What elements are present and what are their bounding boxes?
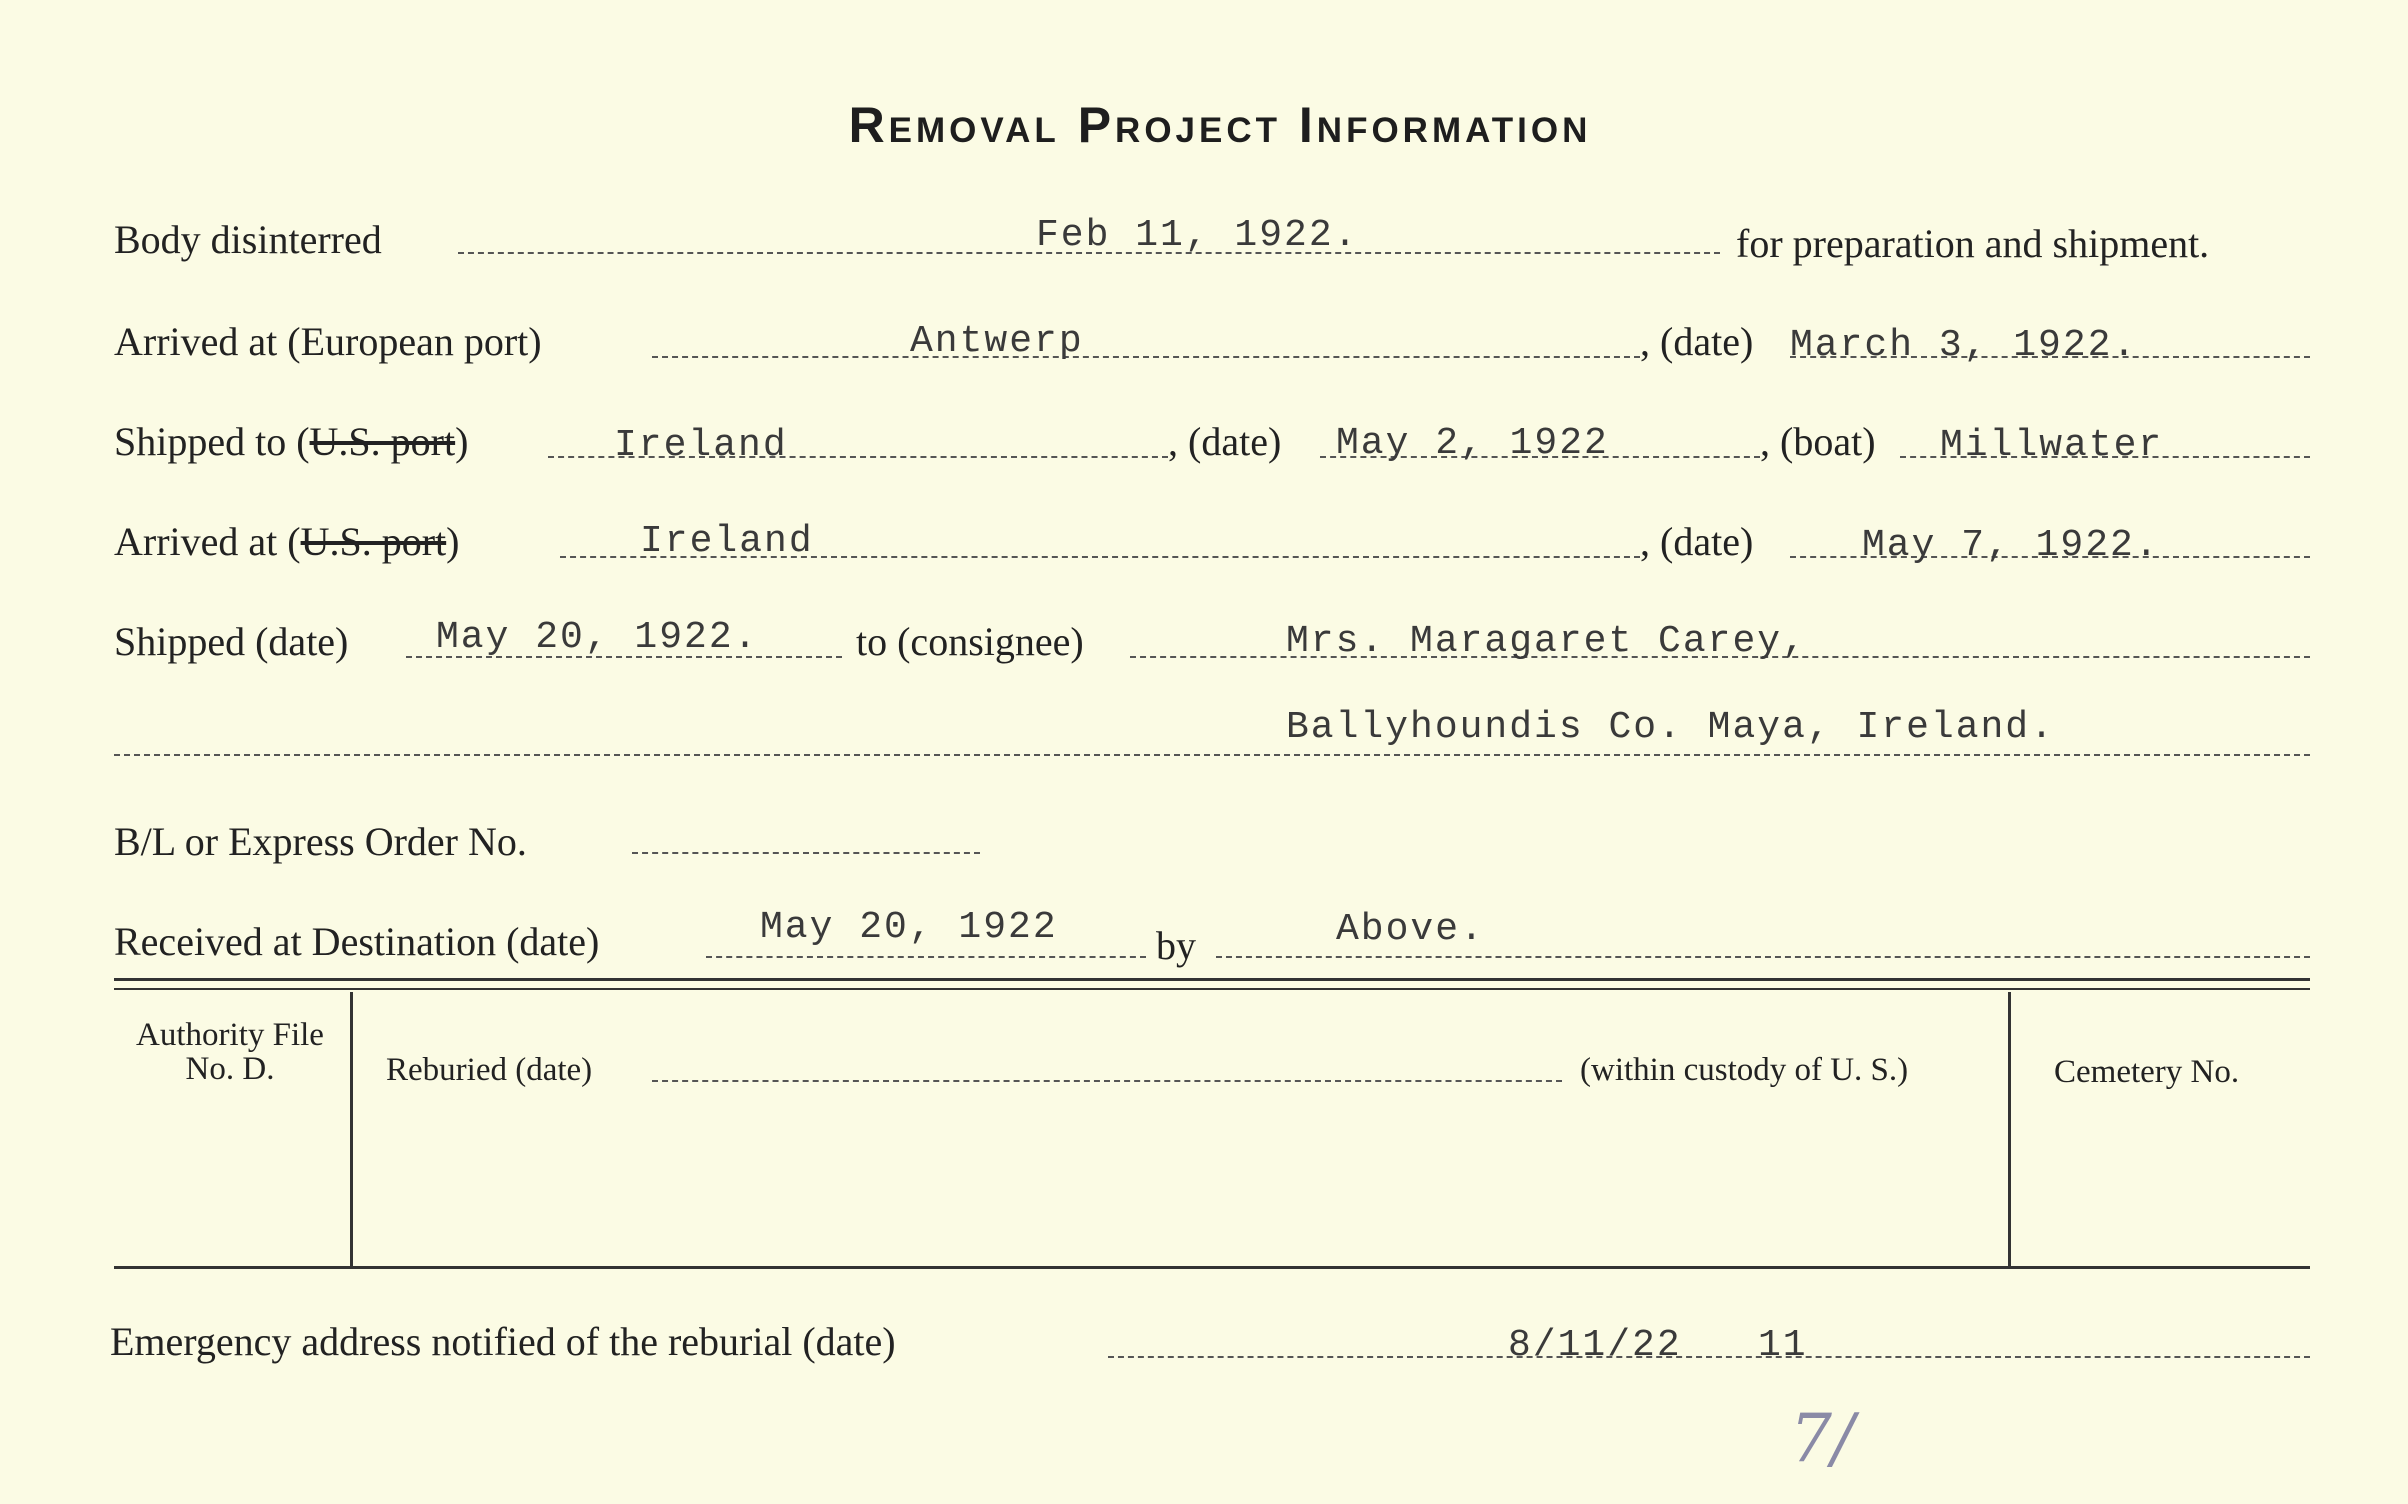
shipped-date-row-label: Shipped (date) xyxy=(114,619,349,664)
boat-value: Millwater xyxy=(1940,424,2164,467)
by-value: Above. xyxy=(1336,908,1485,951)
preparation-shipment-label: for preparation and shipment. xyxy=(1736,221,2210,266)
emergency-date-value: 8/11/22 xyxy=(1508,1324,1682,1367)
form-title: Removal Project Information xyxy=(848,97,1592,153)
arrival-date-value: March 3, 1922. xyxy=(1790,324,2138,367)
custody-label: (within custody of U. S.) xyxy=(1580,1052,1909,1088)
arrived-at-label xyxy=(114,518,460,565)
reburied-date-label: Reburied (date) xyxy=(386,1052,593,1088)
arrived-at-struck: U.S. port xyxy=(300,519,447,564)
shipped-date-row-value: May 20, 1922. xyxy=(436,616,759,659)
emergency-extra-value: 11 xyxy=(1758,1324,1808,1367)
european-port-value: Antwerp xyxy=(910,320,1084,363)
arrived-date-label: , (date) xyxy=(1640,519,1754,564)
shipped-to-suffix: ) xyxy=(455,419,469,464)
table-top-rule xyxy=(114,978,2310,981)
table-divider-left xyxy=(350,992,353,1266)
shipped-date-label: , (date) xyxy=(1168,419,1282,464)
arrived-at-value: Ireland xyxy=(640,520,814,563)
european-port-line xyxy=(652,356,1640,358)
handwritten-mark: 7/ xyxy=(1790,1400,1855,1477)
shipped-to-label xyxy=(114,418,468,465)
received-destination-value: May 20, 1922 xyxy=(760,906,1058,949)
table-divider-right xyxy=(2008,992,2011,1266)
bl-express-order-label: B/L or Express Order No. xyxy=(114,819,527,864)
consignee-address: Ballyhoundis Co. Maya, Ireland. xyxy=(1286,706,2055,749)
arrived-at-suffix: ) xyxy=(446,519,460,564)
boat-label: , (boat) xyxy=(1760,419,1876,464)
received-destination-label: Received at Destination (date) xyxy=(114,919,600,964)
authority-file-label: Authority File No. D. xyxy=(136,1017,324,1087)
table-top-rule-inner xyxy=(114,988,2310,990)
emergency-address-line xyxy=(1108,1356,2310,1358)
cemetery-number-label: Cemetery No. xyxy=(2054,1054,2240,1090)
reburied-date-line xyxy=(652,1080,1562,1082)
by-line xyxy=(1216,956,2310,958)
european-port-label: Arrived at (European port) xyxy=(114,319,542,364)
shipped-to-value: Ireland xyxy=(614,424,788,467)
body-disinterred-value: Feb 11, 1922. xyxy=(1036,214,1359,257)
arrived-date-value: May 7, 1922. xyxy=(1862,524,2160,567)
bl-express-order-line xyxy=(632,852,980,854)
shipped-to-prefix: Shipped to ( xyxy=(114,419,310,464)
consignee-label: to (consignee) xyxy=(856,619,1084,664)
emergency-address-label: Emergency address notified of the reburial (date) xyxy=(110,1319,896,1364)
by-label: by xyxy=(1156,923,1196,968)
arrived-at-prefix: Arrived at ( xyxy=(114,519,301,564)
received-destination-line xyxy=(706,956,1146,958)
consignee-value: Mrs. Maragaret Carey, xyxy=(1286,620,1807,663)
arrival-date-label: , (date) xyxy=(1640,319,1754,364)
body-disinterred-label: Body disinterred xyxy=(114,217,382,262)
address-line xyxy=(114,754,2310,756)
shipped-date-value: May 2, 1922 xyxy=(1336,422,1609,465)
table-bottom-rule xyxy=(114,1266,2310,1269)
shipped-to-struck: U.S. port xyxy=(309,419,456,464)
